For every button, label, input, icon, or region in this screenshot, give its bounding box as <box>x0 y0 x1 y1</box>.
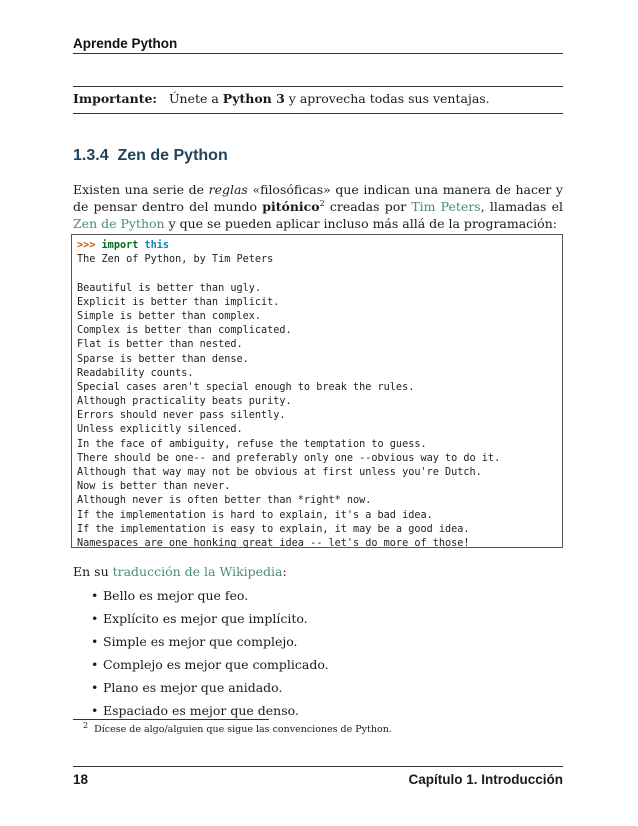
code-line: Unless explicitly silenced. <box>77 424 243 436</box>
footnote-mark: 2 <box>83 720 89 730</box>
code-line: Special cases aren't special enough to break the rules. <box>77 381 415 393</box>
bullet-icon: • <box>91 588 99 603</box>
intro-paragraph <box>73 181 563 232</box>
bullet-icon: • <box>91 680 99 695</box>
code-command-line <box>77 239 557 253</box>
bullet-icon: • <box>91 611 99 626</box>
note-bottom-rule <box>73 113 563 114</box>
code-line: Although never is often better than *right* now. <box>77 495 372 507</box>
list-item-text: Complejo es mejor que complicado. <box>103 657 329 672</box>
chapter-title: Capítulo 1. Introducción <box>408 772 563 787</box>
tim-peters-link[interactable]: Tim Peters <box>411 199 481 214</box>
code-line: Although practicality beats purity. <box>77 396 292 408</box>
section-heading <box>73 147 228 165</box>
footnote-reference[interactable]: 2 <box>319 198 325 208</box>
bullet-icon: • <box>91 657 99 672</box>
code-block <box>71 234 563 548</box>
code-prompt: >>> <box>77 240 96 251</box>
code-line: The Zen of Python, by Tim Peters <box>77 254 274 266</box>
footnote-text: Dícese de algo/alguien que sigue las convenciones de Python. <box>94 724 392 735</box>
list-item <box>91 680 561 703</box>
code-line: If the implementation is hard to explain, it's a bad idea. <box>77 509 433 521</box>
section-number: 1.3.4 <box>73 147 109 164</box>
code-line: Beautiful is better than ugly. <box>77 282 262 294</box>
intro-text-5: y que se pueden aplicar incluso más allá de la programación: <box>168 216 557 231</box>
code-line: Namespaces are one honking great idea -- let's do more of those! <box>77 537 470 549</box>
intro-pitonico: pitónico <box>262 199 320 214</box>
note-label: Importante: <box>73 91 158 106</box>
code-line: Readability counts. <box>77 367 194 379</box>
running-header: Aprende Python <box>73 36 178 51</box>
code-line: Simple is better than complex. <box>77 310 262 322</box>
translation-text: En su <box>73 564 109 579</box>
code-module: this <box>144 240 170 251</box>
code-line: If the implementation is easy to explain, it may be a good idea. <box>77 523 470 535</box>
list-item <box>91 634 561 657</box>
list-item-text: Plano es mejor que anidado. <box>103 680 283 695</box>
section-title: Zen de Python <box>117 147 228 164</box>
code-line: Errors should never pass silently. <box>77 410 286 422</box>
list-item-text: Espaciado es mejor que denso. <box>103 703 299 718</box>
list-item <box>91 611 561 634</box>
footnote-rule <box>73 719 269 720</box>
intro-reglas: reglas <box>208 182 248 197</box>
translation-paragraph <box>73 563 563 580</box>
code-line: Sparse is better than dense. <box>77 353 249 365</box>
list-item <box>91 657 561 680</box>
note-top-rule <box>73 86 563 87</box>
bullet-icon: • <box>91 703 99 718</box>
intro-text-1: Existen una serie de <box>73 182 204 197</box>
bullet-list <box>91 588 561 726</box>
code-line: Now is better than never. <box>77 481 231 493</box>
note-text-bold: Python 3 <box>222 91 285 106</box>
footnote <box>83 720 392 735</box>
code-line: Complex is better than complicated. <box>77 325 292 337</box>
code-output <box>77 253 557 551</box>
note-text-pre: Únete a <box>168 91 219 106</box>
list-item <box>91 588 561 611</box>
intro-text-3: creadas por <box>329 199 407 214</box>
list-item <box>91 703 561 726</box>
intro-text-4: , llamadas el <box>480 199 563 214</box>
bullet-icon: • <box>91 634 99 649</box>
code-line: In the face of ambiguity, refuse the temptation to guess. <box>77 438 427 450</box>
list-item-text: Bello es mejor que feo. <box>103 588 249 603</box>
code-line: Explicit is better than implicit. <box>77 296 280 308</box>
header-rule <box>73 53 563 54</box>
footer-rule <box>73 766 563 767</box>
translation-colon: : <box>282 564 287 579</box>
important-note <box>73 91 563 106</box>
zen-de-python-link[interactable]: Zen de Python <box>73 216 165 231</box>
code-line: Flat is better than nested. <box>77 339 243 351</box>
list-item-text: Explícito es mejor que implícito. <box>103 611 308 626</box>
intro-text-2: «filosóficas» que indican una manera de hacer y de pensar dentro del mundo <box>73 182 563 214</box>
code-line: Although that way may not be obvious at first unless you're Dutch. <box>77 467 482 478</box>
code-line: There should be one-- and preferably only one --obvious way to do it. <box>77 452 501 464</box>
list-item-text: Simple es mejor que complejo. <box>103 634 298 649</box>
running-footer <box>73 772 563 787</box>
page-number: 18 <box>73 772 89 787</box>
note-text-post: y aprovecha todas sus ventajas. <box>288 91 490 106</box>
code-keyword: import <box>101 240 139 251</box>
wikipedia-translation-link[interactable]: traducción de la Wikipedia <box>112 564 283 579</box>
code-line <box>77 267 557 281</box>
